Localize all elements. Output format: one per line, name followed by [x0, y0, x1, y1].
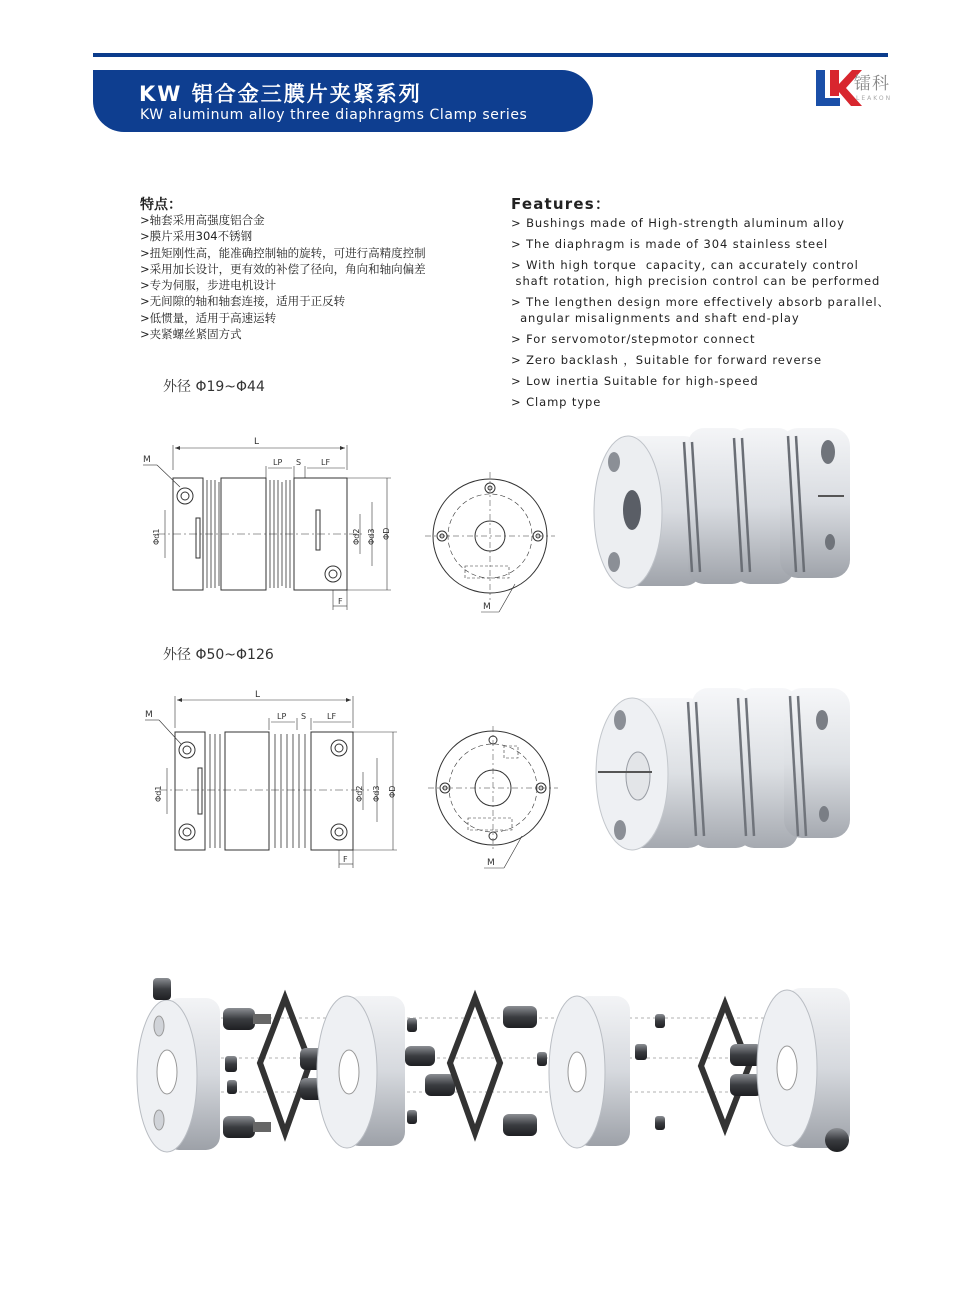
dim-D: ΦD: [382, 527, 391, 540]
dim-d2: Φd2: [355, 785, 364, 802]
coupling-photo-1: [592, 422, 864, 598]
side-view-drawing-2: [135, 688, 405, 878]
features-en-list: [511, 215, 891, 415]
dim-F: F: [343, 855, 348, 864]
features-cn-item: >低惯量，适用于高速运转: [140, 310, 277, 325]
dim-LP: LP: [273, 458, 283, 467]
title-cn: KW 铝合金三膜片夹紧系列: [139, 82, 422, 106]
dim-LF: LF: [321, 458, 331, 467]
dim-S: S: [301, 712, 307, 721]
diagram1-label: 外径 Φ19~Φ44: [163, 379, 265, 395]
features-en-item: > Low inertia Suitable for high-speed: [511, 374, 759, 388]
logo-text-en: LEAKON: [856, 95, 893, 102]
side-view-drawing-1: [135, 430, 405, 620]
dim-d1: Φd1: [154, 785, 163, 802]
features-en-title: Features：: [511, 195, 612, 213]
dim-M-end: M: [487, 858, 495, 868]
features-cn-item: >专为伺服，步进电机设计: [140, 278, 277, 293]
dim-M-end: M: [483, 602, 491, 612]
features-cn-item: >膜片采用304不锈钢: [140, 229, 253, 244]
dim-M: M: [143, 455, 151, 465]
features-en-item: > Bushings made of High-strength aluminum alloy: [511, 216, 845, 230]
dim-D: ΦD: [388, 785, 397, 798]
logo-text-cn: 镭科: [854, 74, 890, 94]
header-rule: [93, 53, 888, 57]
dim-LP: LP: [277, 712, 287, 721]
dim-d3: Φd3: [367, 528, 376, 545]
features-en-item: > The lengthen design more effectively absorb parallel、 angular misalignments and shaft end-play: [511, 295, 890, 325]
features-cn-item: >扭矩刚性高，能准确控制轴的旋转，可进行高精度控制: [140, 245, 426, 260]
dim-LF: LF: [327, 712, 337, 721]
coupling-photo-2: [592, 680, 864, 860]
dim-d2: Φd2: [352, 528, 361, 545]
features-cn-item: >无间隙的轴和轴套连接，适用于正反转: [140, 294, 346, 309]
features-en-item: > With high torque capacity, can accurately control shaft rotation, high precision control can be performed: [511, 258, 881, 288]
dim-F: F: [338, 597, 343, 606]
title-en: KW aluminum alloy three diaphragms Clamp series: [140, 107, 528, 123]
exploded-view-illustration: [135, 968, 865, 1168]
dim-L: L: [254, 437, 260, 447]
end-view-drawing-2: [428, 726, 558, 876]
end-view-drawing-1: [425, 470, 555, 620]
features-cn-item: >采用加长设计，更有效的补偿了径向，角向和轴向偏差: [140, 261, 426, 276]
features-cn-title: 特点：: [140, 197, 182, 213]
features-en-item: > The diaphragm is made of 304 stainless steel: [511, 237, 829, 251]
features-en-item: > Clamp type: [511, 395, 602, 409]
title-banner: [93, 70, 593, 132]
features-en-item: > Zero backlash ，Suitable for forward reverse: [511, 353, 822, 367]
dim-d3: Φd3: [372, 785, 381, 802]
features-cn-item: >轴套采用高强度铝合金: [140, 213, 265, 227]
features-cn-list: [140, 212, 426, 342]
dim-L: L: [255, 690, 261, 700]
diagram2-label: 外径 Φ50~Φ126: [163, 647, 274, 663]
dim-M: M: [145, 710, 153, 720]
features-en-item: > For servomotor/stepmotor connect: [511, 332, 756, 346]
dim-d1: Φd1: [152, 528, 161, 545]
features-cn-item: >夹紧螺丝紧固方式: [140, 327, 242, 342]
dim-S: S: [296, 458, 302, 467]
